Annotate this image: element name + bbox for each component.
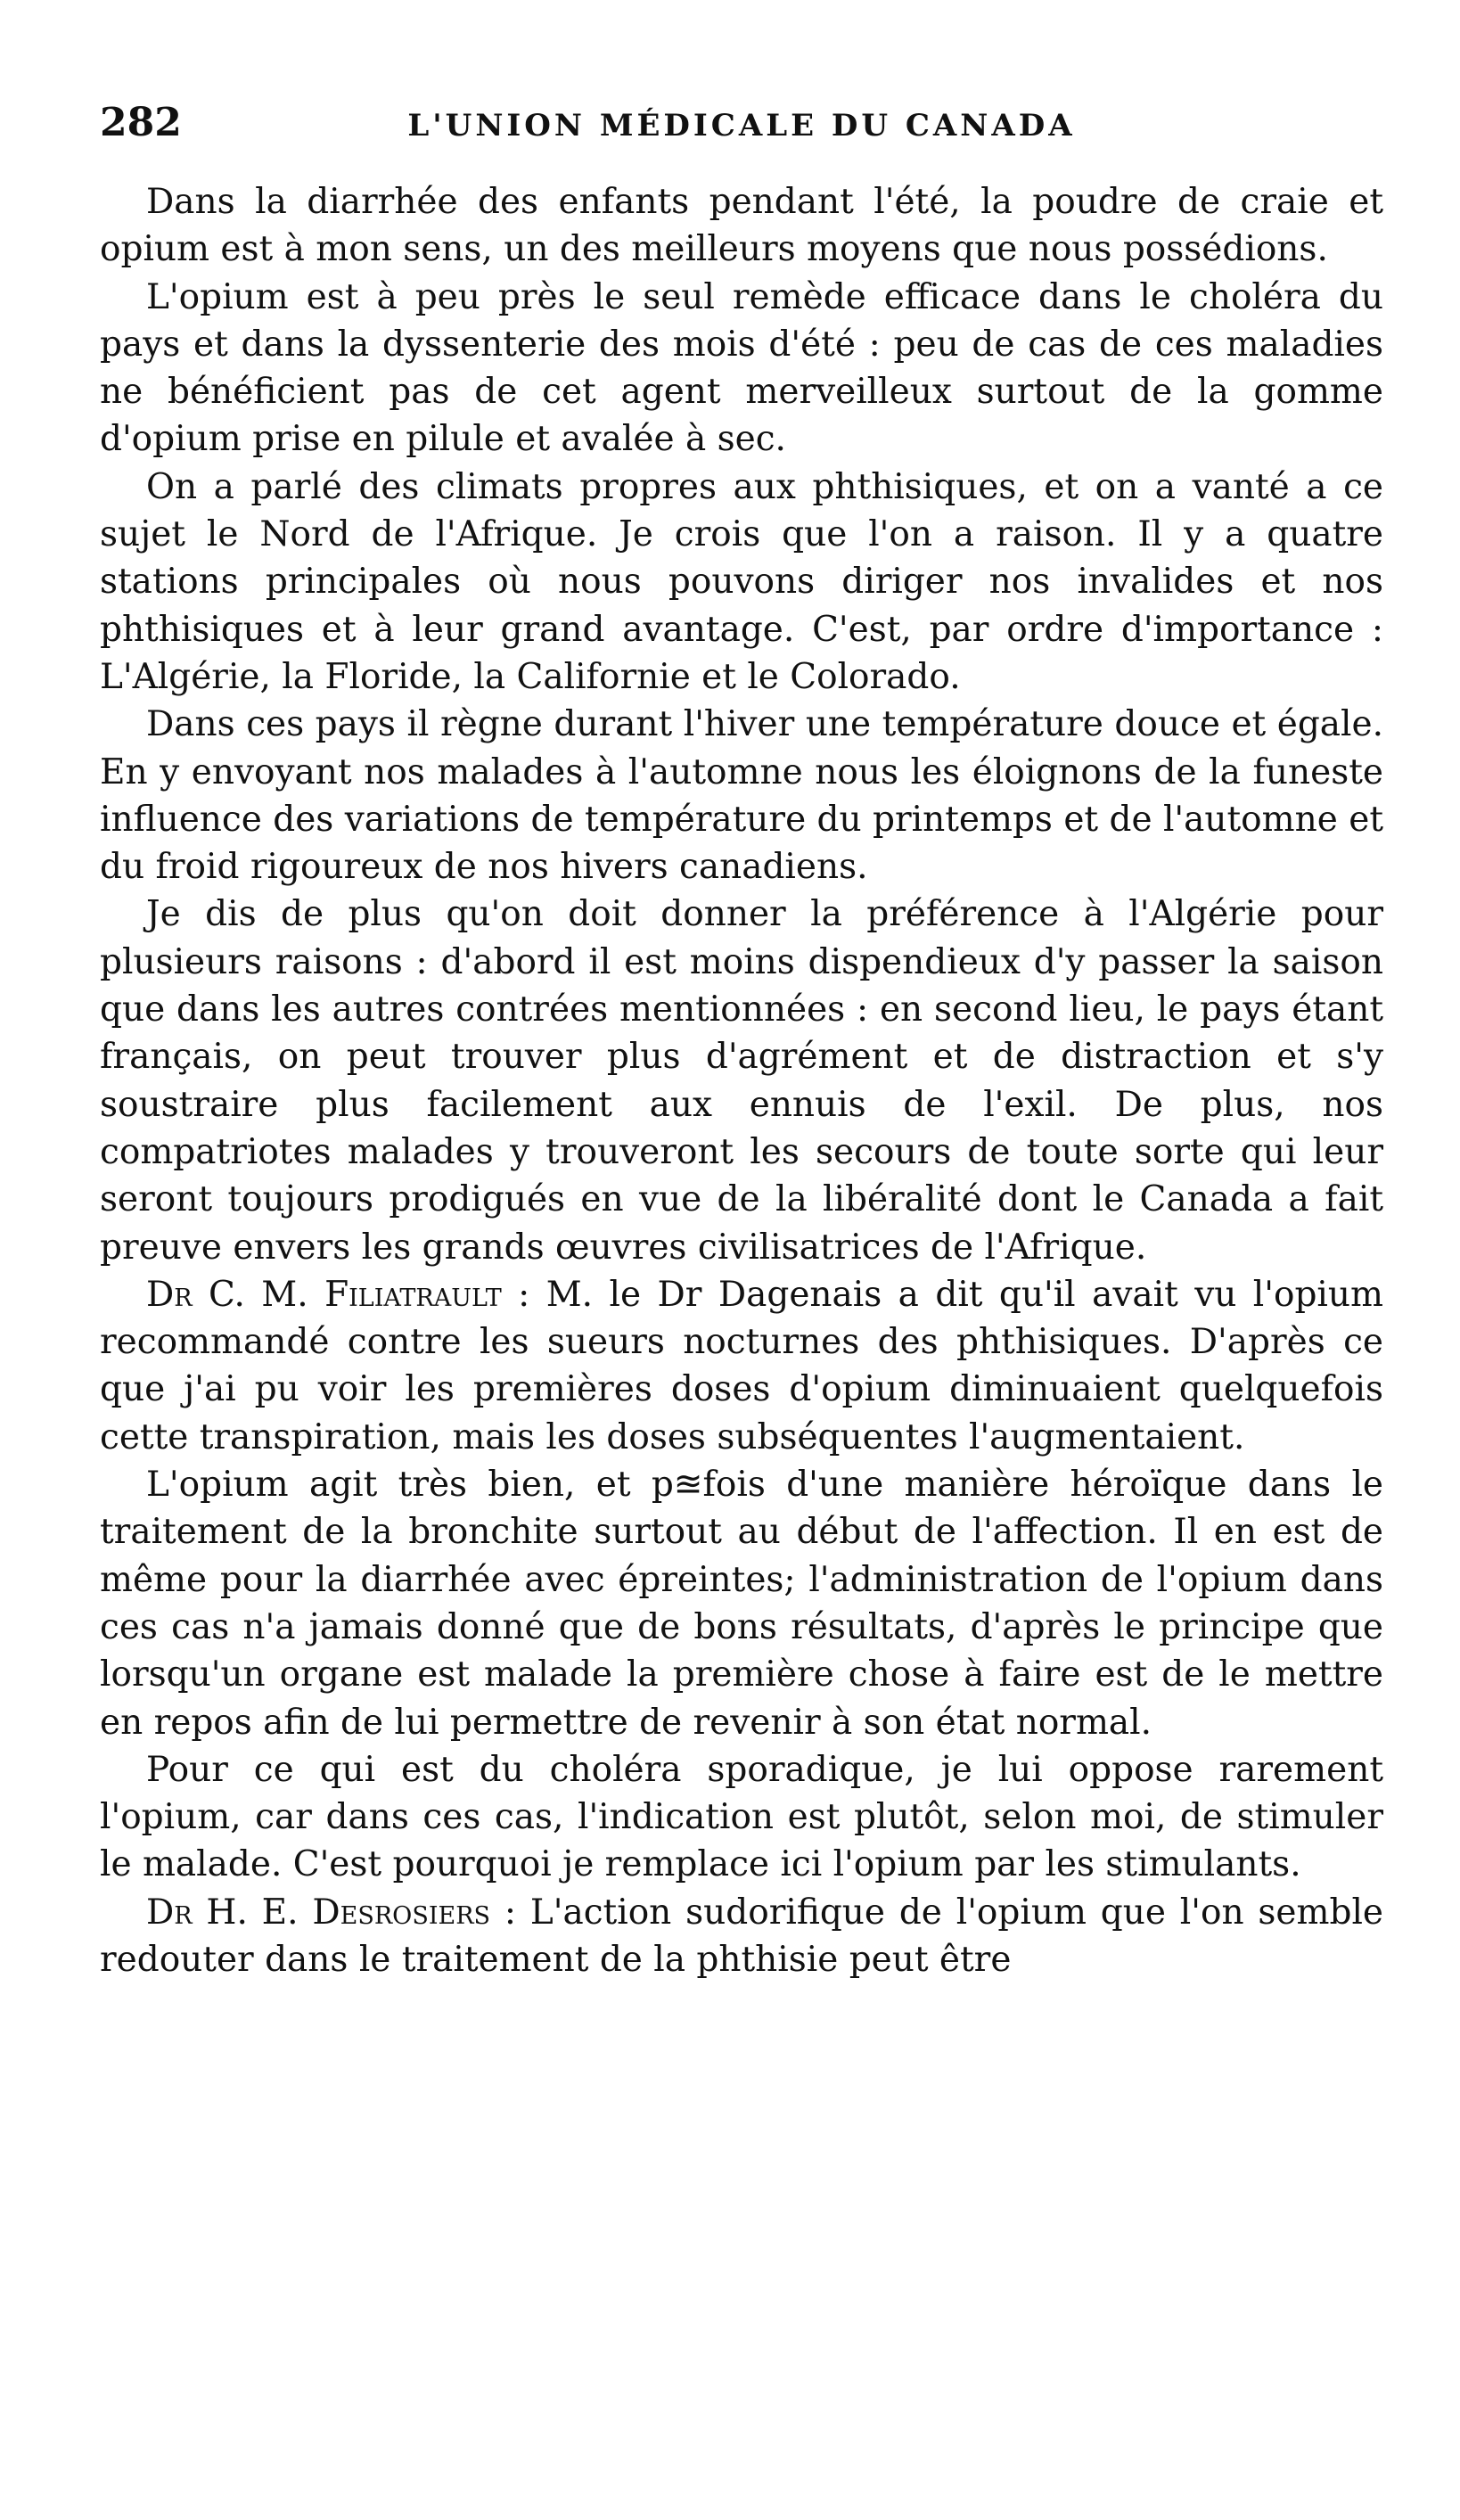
- paragraph-text: Pour ce qui est du choléra sporadique, je lui oppose rarement l'opium, car dans ces cas, l'indication est plutôt, selon moi, de stimuler le malade. C'est pourquoi je remplace ici l'opium par les stimulants.: [100, 1749, 1383, 1885]
- page-header: [100, 100, 1383, 153]
- paragraph: [100, 178, 1383, 274]
- paragraph: [100, 274, 1383, 464]
- paragraph: [100, 1889, 1383, 1984]
- page-number: 282: [100, 100, 182, 145]
- paragraph: [100, 701, 1383, 891]
- paragraph-text: Dans la diarrhée des enfants pendant l'été, la poudre de craie et opium est à mon sens, un des meilleurs moyens que nous possédions.: [100, 182, 1383, 270]
- paragraph-text: L'opium est à peu près le seul remède efficace dans le choléra du pays et dans la dyssenterie des mois d'été : peu de cas de ces maladies ne bénéficient pas de cet agent merveilleux surtout de la gomme d'opium prise en pilule et avalée à sec.: [100, 276, 1383, 460]
- speaker-name: Dr H. E. Desrosiers :: [146, 1892, 516, 1933]
- paragraph: [100, 891, 1383, 1270]
- speaker-name: Dr C. M. Filiatrault :: [146, 1274, 530, 1315]
- paragraph-text: Je dis de plus qu'on doit donner la préférence à l'Algérie pour plusieurs raisons : d'abord il est moins dispendieux d'y passer la saison que dans les autres contrées mentionnées : en second lieu, le pays étant français, on peut trouver plus d'agrément et de distraction et s'y soustraire plus facilement aux ennuis de l'exil. De plus, nos compatriotes malades y trouveront les secours de toute sorte qui leur seront toujours prodigués en vue de la libéralité dont le Canada a fait preuve envers les grands œuvres civilisatrices de l'Afrique.: [100, 894, 1383, 1268]
- paragraph: [100, 1461, 1383, 1746]
- paragraph-text: L'action sudorifique de l'opium que l'on semble redouter dans le traitement de la phthisie peut être: [100, 1892, 1383, 1980]
- paragraph-text: On a parlé des climats propres aux phthisiques, et on a vanté a ce sujet le Nord de l'Afrique. Je crois que l'on a raison. Il y a quatre stations principales où nous pouvons diriger nos invalides et nos phthisiques et à leur grand avantage. C'est, par ordre d'importance : L'Algérie, la Floride, la Californie et le Colorado.: [100, 466, 1383, 697]
- article-body: [100, 178, 1383, 1983]
- paragraph-text: L'opium agit très bien, et p≊fois d'une manière héroïque dans le traitement de la bronchite surtout au début de l'affection. Il en est de même pour la diarrhée avec épreintes; l'administration de l'opium dans ces cas n'a jamais donné que de bons résultats, d'après le principe que lorsqu'un organe est malade la première chose à faire est de le mettre en repos afin de lui permettre de revenir à son état normal.: [100, 1465, 1383, 1743]
- paragraph-text: Dans ces pays il règne durant l'hiver une température douce et égale. En y envoyant nos malades à l'automne nous les éloignons de la funeste influence des variations de température du printemps et de l'automne et du froid rigoureux de nos hivers canadiens.: [100, 704, 1383, 888]
- paragraph: [100, 1746, 1383, 1889]
- paragraph: [100, 1271, 1383, 1461]
- running-title: L'UNION MÉDICALE DU CANADA: [407, 108, 1076, 144]
- paragraph-text: M. le Dr Dagenais a dit qu'il avait vu l'opium recommandé contre les sueurs nocturnes des phthisiques. D'après ce que j'ai pu voir les premières doses d'opium diminuaient quelquefois cette transpiration, mais les doses subséquentes l'augmentaient.: [100, 1274, 1383, 1457]
- paragraph: [100, 464, 1383, 701]
- document-page: [100, 100, 1383, 1983]
